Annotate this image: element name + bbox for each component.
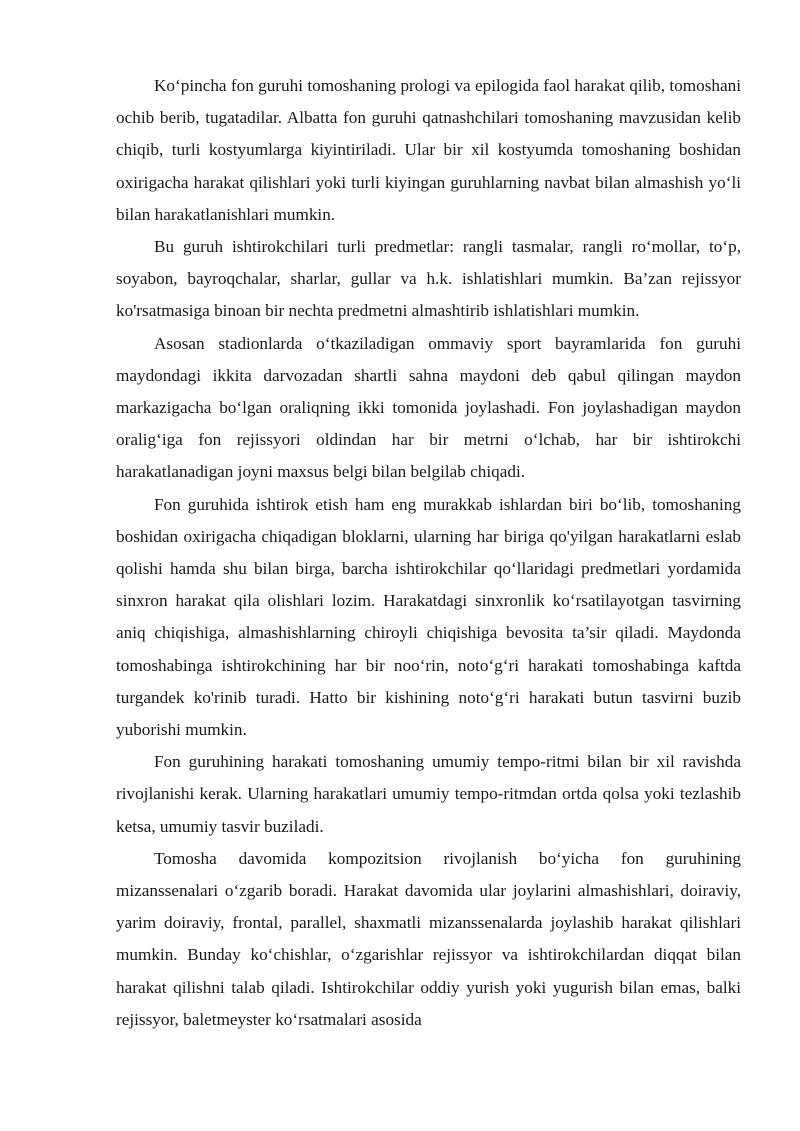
paragraph-5: Fon guruhining harakati tomoshaning umumiy tempo-ritmi bilan bir xil ravishda rivojlanishi kerak. Ularning harakatlari umumiy tempo-ritmdan ortda qolsa yoki tezlashib ketsa, umumiy tasvir buziladi. [116, 752, 741, 836]
paragraph-4: Fon guruhida ishtirok etish ham eng murakkab ishlardan biri bo‘lib, tomoshaning boshidan oxirigacha chiqadigan bloklarni, ularning har biriga qo'yilgan harakatlarni eslab qolishi hamda shu bilan birga, barcha ishtirokchilar qo‘llaridagi predmetlari yordamida sinxron harakat qila olishlari lozim. Harakatdagi sinxronlik ko‘rsatilayotgan tasvirning aniq chiqishiga, almashishlarning chiroyli chiqishiga bevosita ta’sir qiladi. Maydonda tomoshabinga ishtirokchining har bir noo‘rin, noto‘g‘ri harakati tomoshabinga kaftda turgandek ko'rinib turadi. Hatto bir kishining noto‘g‘ri harakati butun tasvirni buzib yuborishi mumkin. [116, 494, 741, 740]
document-page [116, 70, 741, 1036]
paragraph-3: Asosan stadionlarda o‘tkaziladigan ommaviy sport bayramlarida fon guruhi maydondagi ikkita darvozadan shartli sahna maydoni deb qabul qilingan maydon markazigacha bo‘lgan oraliqning ikki tomonida joylashadi. Fon joylashadigan maydon oralig‘iga fon rejissyori oldindan har bir metrni o‘lchab, har bir ishtirokchi harakatlanadigan joyni maxsus belgi bilan belgilab chiqadi. [116, 333, 741, 482]
paragraph-6: Tomosha davomida kompozitsion rivojlanish bo‘yicha fon guruhining mizanssenalari o‘zgarib boradi. Harakat davomida ular joylarini almashishlari, doiraviy, yarim doiraviy, frontal, parallel, shaxmatli mizanssenalarda joylashib harakat qilishlari mumkin. Bunday ko‘chishlar, o‘zgarishlar rejissyor va ishtirokchilardan diqqat bilan harakat qilishni talab qiladi. Ishtirokchilar oddiy yurish yoki yugurish bilan emas, balki rejissyor, baletmeyster ko‘rsatmalari asosida [116, 848, 741, 1029]
paragraph-2: Bu guruh ishtirokchilari turli predmetlar: rangli tasmalar, rangli ro‘mollar, to‘p, soyabon, bayroqchalar, sharlar, gullar va h.k. ishlatishlari mumkin. Ba’zan rejissyor ko'rsatmasiga binoan bir nechta predmetni almashtirib ishlatishlari mumkin. [116, 237, 741, 321]
paragraph-1: Ko‘pincha fon guruhi tomoshaning prologi va epilogida faol harakat qilib, tomoshani ochib berib, tugatadilar. Albatta fon guruhi qatnashchilari tomoshaning mavzusidan kelib chiqib, turli kostyumlarga kiyintiriladi. Ular bir xil kostyumda tomoshaning boshidan oxirigacha harakat qilishlari yoki turli kiyingan guruhlarning navbat bilan almashish yo‘li bilan harakatlanishlari mumkin. [116, 76, 741, 224]
